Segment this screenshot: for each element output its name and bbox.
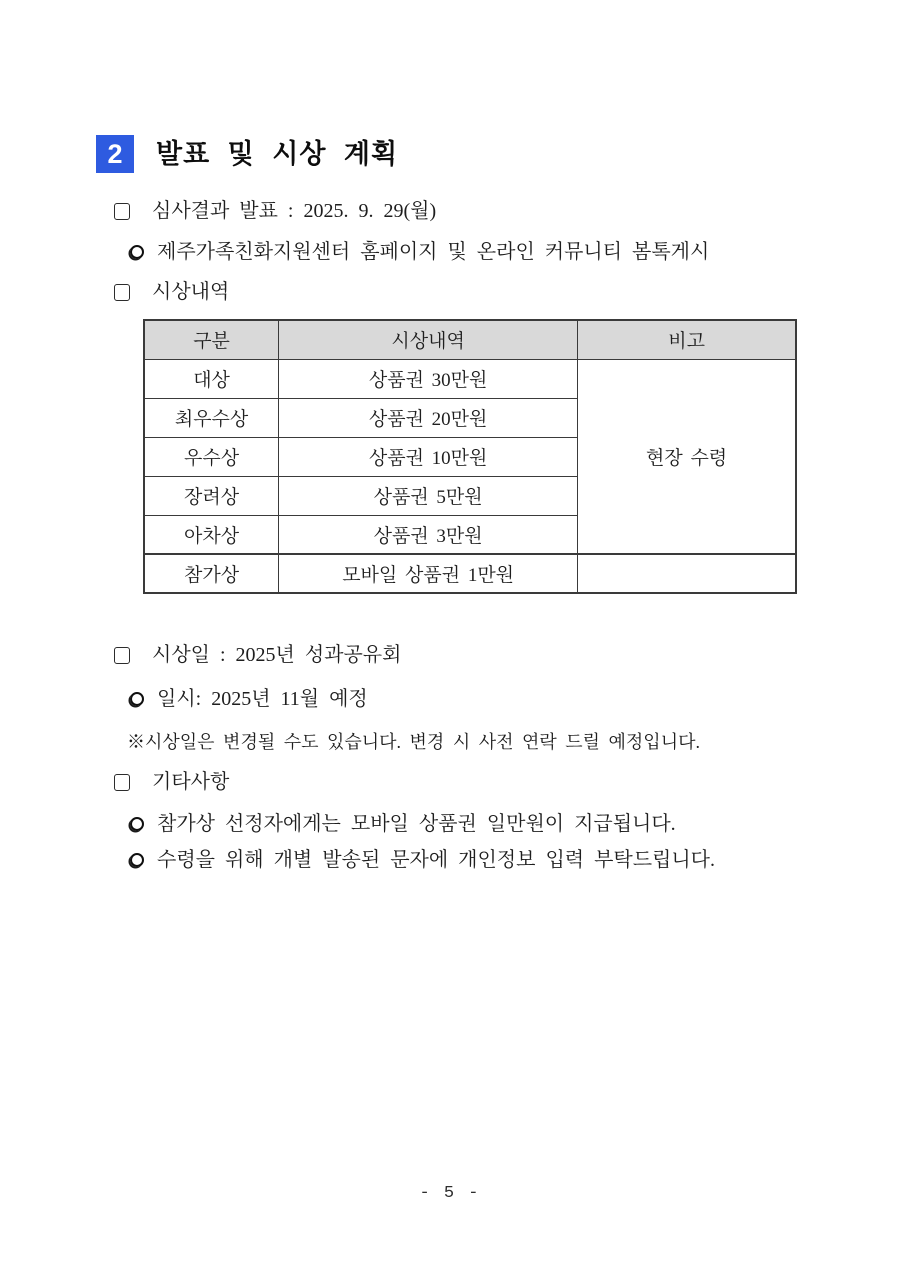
reference-mark-icon: ※ bbox=[127, 732, 145, 752]
category-cell: 대상 bbox=[144, 359, 279, 398]
list-item bbox=[114, 197, 900, 225]
category-cell: 장려상 bbox=[144, 476, 279, 515]
list-item bbox=[130, 685, 900, 713]
square-bullet-icon bbox=[114, 284, 130, 301]
circle-bullet-icon bbox=[130, 692, 144, 706]
list-item bbox=[130, 810, 900, 838]
page-number: - 5 - bbox=[419, 1184, 481, 1203]
section-number: 2 bbox=[107, 138, 123, 169]
column-header-remark: 비고 bbox=[578, 320, 796, 359]
list-item bbox=[114, 641, 900, 669]
category-cell: 우수상 bbox=[144, 437, 279, 476]
list-item bbox=[130, 846, 900, 874]
list-item-text: 심사결과 발표 : 2025. 9. 29(월) bbox=[152, 200, 437, 222]
award-cell: 모바일 상품권 1만원 bbox=[279, 554, 578, 593]
award-cell: 상품권 5만원 bbox=[279, 476, 578, 515]
list-item-text: 일시: 2025년 11월 예정 bbox=[157, 688, 368, 710]
table-header-row bbox=[144, 320, 796, 359]
list-item-text: 참가상 선정자에게는 모바일 상품권 일만원이 지급됩니다. bbox=[157, 813, 676, 835]
section-header bbox=[96, 135, 900, 173]
section-title: 발표 및 시상 계획 bbox=[156, 139, 399, 169]
column-header-award: 시상내역 bbox=[279, 320, 578, 359]
list-item bbox=[130, 238, 900, 266]
remark-merged-cell: 현장 수령 bbox=[578, 359, 796, 554]
square-bullet-icon bbox=[114, 774, 130, 791]
award-cell: 상품권 30만원 bbox=[279, 359, 578, 398]
circle-bullet-icon bbox=[130, 817, 144, 831]
list-item-text: 시상일 : 2025년 성과공유회 bbox=[152, 644, 402, 666]
list-item bbox=[114, 278, 900, 306]
category-cell: 최우수상 bbox=[144, 398, 279, 437]
table-row bbox=[144, 554, 796, 593]
circle-bullet-icon bbox=[130, 853, 144, 867]
remark-empty-cell bbox=[578, 554, 796, 593]
list-item-text: 수령을 위해 개별 발송된 문자에 개인정보 입력 부탁드립니다. bbox=[157, 849, 715, 871]
category-cell: 아차상 bbox=[144, 515, 279, 554]
award-table bbox=[143, 319, 797, 594]
award-cell: 상품권 10만원 bbox=[279, 437, 578, 476]
category-cell: 참가상 bbox=[144, 554, 279, 593]
award-cell: 상품권 3만원 bbox=[279, 515, 578, 554]
section-number-badge bbox=[96, 135, 134, 173]
list-item-text: 제주가족친화지원센터 홈페이지 및 온라인 커뮤니티 봄톡게시 bbox=[157, 241, 710, 263]
table-row bbox=[144, 359, 796, 398]
list-item-text: 기타사항 bbox=[152, 771, 230, 793]
square-bullet-icon bbox=[114, 647, 130, 664]
circle-bullet-icon bbox=[130, 245, 144, 259]
column-header-category: 구분 bbox=[144, 320, 279, 359]
award-cell: 상품권 20만원 bbox=[279, 398, 578, 437]
note-text: 시상일은 변경될 수도 있습니다. 변경 시 사전 연락 드릴 예정입니다. bbox=[145, 732, 700, 752]
list-item bbox=[114, 768, 900, 796]
note-line bbox=[127, 729, 900, 755]
square-bullet-icon bbox=[114, 203, 130, 220]
list-item-text: 시상내역 bbox=[152, 281, 230, 303]
